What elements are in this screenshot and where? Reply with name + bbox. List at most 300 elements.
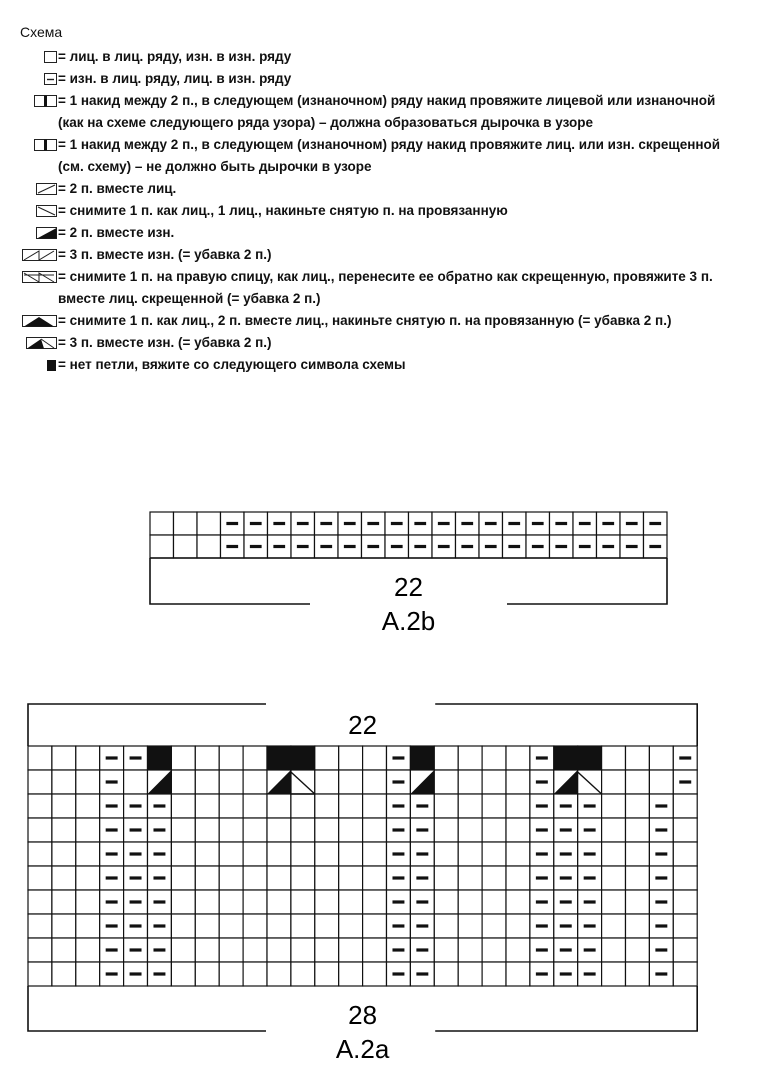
stitch-cell [363,770,387,794]
stitch-cell [363,842,387,866]
purl-mark [130,876,142,879]
no-stitch-symbol-icon [14,354,58,372]
stitch-cell [482,842,506,866]
chart-b-repeat-label: 22 [394,572,423,602]
stitch-cell [267,794,291,818]
stitch-cell [673,962,697,986]
purl-mark [392,924,404,927]
stitch-cell [434,746,458,770]
stitch-cell [219,938,243,962]
purl-mark [392,780,404,783]
purl-mark [536,876,548,879]
purl-mark [560,900,572,903]
stitch-cell [28,818,52,842]
stitch-cell [171,746,195,770]
legend-item [14,68,744,90]
stitch-cell [339,962,363,986]
stitch-cell [673,890,697,914]
stitch-cell [150,512,174,535]
stitch-cell [195,746,219,770]
stitch-cell [458,866,482,890]
purl-mark [416,852,428,855]
stitch-cell [339,770,363,794]
stitch-cell [291,818,315,842]
stitch-cell [363,914,387,938]
stitch-cell [52,866,76,890]
purl-mark [579,522,591,525]
purl-mark [130,804,142,807]
purl-mark [106,804,118,807]
purl-mark [461,545,473,548]
stitch-cell [458,938,482,962]
no-stitch-mark [554,746,602,770]
stitch-cell [506,890,530,914]
legend-item [14,90,744,134]
stitch-cell [626,914,650,938]
purl-mark [416,972,428,975]
chart-a-bottom-label: 28 [348,1000,378,1030]
purl-mark [392,828,404,831]
stitch-cell [267,962,291,986]
stitch-cell [267,818,291,842]
purl-mark [130,852,142,855]
stitch-cell [52,842,76,866]
stitch-cell [506,746,530,770]
legend-item [14,200,744,222]
stitch-cell [506,818,530,842]
stitch-cell [291,962,315,986]
stitch-cell [673,794,697,818]
purl-mark [679,780,691,783]
stitch-cell [506,770,530,794]
legend-item [14,46,744,68]
stitch-cell [434,842,458,866]
purl-mark [297,545,309,548]
stitch-cell [195,842,219,866]
purl-mark [153,900,165,903]
stitch-cell [219,770,243,794]
purl-mark [106,876,118,879]
stitch-cell [76,866,100,890]
stitch-cell [52,794,76,818]
stitch-cell [243,794,267,818]
stitch-cell [506,866,530,890]
legend-text: = 3 п. вместе изн. (= убавка 2 п.) [58,335,272,350]
stitch-cell [76,770,100,794]
sk2po-symbol-icon [14,310,58,328]
stitch-cell [267,842,291,866]
stitch-cell [626,890,650,914]
stitch-cell [649,770,673,794]
stitch-cell [506,962,530,986]
purl-mark [560,876,572,879]
stitch-cell [52,746,76,770]
stitch-cell [315,914,339,938]
purl-mark [391,545,403,548]
stitch-cell [482,866,506,890]
stitch-cell [602,866,626,890]
purl-mark [579,545,591,548]
stitch-cell [150,535,174,558]
stitch-cell [315,746,339,770]
purl-mark [344,545,356,548]
stitch-cell [434,890,458,914]
no-stitch-mark [267,746,315,770]
stitch-cell [171,818,195,842]
stitch-cell [28,914,52,938]
purl-mark [536,828,548,831]
stitch-cell [339,914,363,938]
stitch-cell [626,962,650,986]
stitch-cell [482,914,506,938]
purl-mark [392,852,404,855]
stitch-cell [197,512,221,535]
stitch-cell [506,794,530,818]
stitch-cell [363,866,387,890]
stitch-cell [28,794,52,818]
stitch-cell [291,938,315,962]
purl-mark [655,972,667,975]
skpo-symbol-icon [14,200,58,218]
stitch-cell [291,914,315,938]
purl-mark [438,522,450,525]
legend-item [14,244,744,266]
stitch-cell [673,842,697,866]
purl-mark [106,756,118,759]
stitch-cell [673,938,697,962]
stitch-cell [602,746,626,770]
stitch-cell [76,794,100,818]
stitch-cell [52,818,76,842]
stitch-cell [28,770,52,794]
stitch-cell [219,842,243,866]
p3tog-symbol-icon [14,244,58,262]
stitch-cell [291,842,315,866]
purl-mark [250,522,262,525]
stitch-cell [602,914,626,938]
purl-mark [508,545,520,548]
purl-mark [438,545,450,548]
stitch-cell [482,770,506,794]
stitch-cell [243,962,267,986]
stitch-cell [673,866,697,890]
stitch-cell [482,818,506,842]
no-stitch-mark [410,746,434,770]
stitch-cell [243,914,267,938]
stitch-cell [458,890,482,914]
stitch-cell [195,794,219,818]
purl-mark [485,522,497,525]
purl-mark [392,756,404,759]
chart-a2b [0,500,760,640]
p3tog-2-symbol-icon [14,332,58,350]
stitch-cell [434,794,458,818]
chart-a-top-label: 22 [348,710,378,740]
stitch-cell [76,818,100,842]
purl-mark [560,924,572,927]
purl-mark [555,545,567,548]
stitch-cell [76,938,100,962]
stitch-cell [363,890,387,914]
purl-mark [655,828,667,831]
stitch-cell [195,962,219,986]
k3tog-tbl-symbol-icon [14,266,58,284]
legend-item [14,266,744,310]
purl-mark [584,852,596,855]
legend-item [14,354,744,376]
purl-mark [153,972,165,975]
legend-item [14,178,744,200]
purl-mark [649,522,661,525]
stitch-cell [506,914,530,938]
purl-mark [416,900,428,903]
stitch-cell [363,938,387,962]
stitch-cell [291,890,315,914]
yarn-over-twisted-symbol-icon [14,134,58,152]
stitch-cell [339,866,363,890]
stitch-cell [174,535,198,558]
stitch-cell [434,866,458,890]
purl-mark [536,948,548,951]
purl-mark [130,972,142,975]
stitch-cell [28,938,52,962]
stitch-cell [195,938,219,962]
purl-mark [414,522,426,525]
stitch-cell [171,866,195,890]
stitch-cell [291,794,315,818]
purl-mark [584,972,596,975]
stitch-cell [52,770,76,794]
purl-mark [320,522,332,525]
purl-mark [536,756,548,759]
stitch-cell [267,866,291,890]
purl-mark [392,948,404,951]
stitch-cell [124,770,148,794]
purl-mark [416,828,428,831]
chart-a2a [0,680,760,1080]
stitch-cell [434,962,458,986]
stitch-cell [363,962,387,986]
stitch-cell [76,914,100,938]
stitch-cell [626,770,650,794]
legend-text: = 1 накид между 2 п., в следующем (изнаночном) ряду накид провяжите лицевой или изнаночной (как на схеме следующего ряда узора) – должна образоваться дырочка в узоре [58,93,716,130]
purl-mark [106,972,118,975]
purl-mark [508,522,520,525]
stitch-cell [458,794,482,818]
k2tog-symbol-icon [14,178,58,196]
purl-mark [130,756,142,759]
stitch-cell [458,962,482,986]
stitch-cell [243,770,267,794]
stitch-cell [363,794,387,818]
purl-mark [536,972,548,975]
purl-mark [153,804,165,807]
purl-mark [536,804,548,807]
chart-b-name: A.2b [381,606,436,636]
p2tog-symbol-icon [14,222,58,240]
legend-item [14,310,744,332]
purl-mark [106,924,118,927]
purl-mark [555,522,567,525]
stitch-cell [76,746,100,770]
legend-text: = 2 п. вместе изн. [58,225,175,240]
stitch-cell [243,746,267,770]
legend-text: = 1 накид между 2 п., в следующем (изнаночном) ряду накид провяжите лиц. или изн. скрещенной (см. схему) – не должно быть дырочки в узоре [58,137,721,174]
stitch-cell [171,842,195,866]
stitch-cell [219,914,243,938]
stitch-cell [315,842,339,866]
purl-mark [536,780,548,783]
purl-mark [367,522,379,525]
purl-mark [130,948,142,951]
purl-mark [655,900,667,903]
purl-mark [679,756,691,759]
purl-mark [584,876,596,879]
purl-mark [153,828,165,831]
purl-mark [106,828,118,831]
stitch-cell [195,866,219,890]
stitch-cell [219,818,243,842]
stitch-cell [219,746,243,770]
purl-mark [560,828,572,831]
stitch-cell [482,794,506,818]
stitch-cell [626,866,650,890]
purl-mark [297,522,309,525]
stitch-cell [52,890,76,914]
stitch-cell [458,818,482,842]
stitch-cell [626,746,650,770]
legend-text: = снимите 1 п. на правую спицу, как лиц., перенесите ее обратно как скрещенную, провяжите 3 п. вместе лиц. скрещенной (= убавка 2 п.) [58,269,713,306]
purl-mark [626,522,638,525]
stitch-cell [267,914,291,938]
stitch-cell [267,890,291,914]
stitch-cell [52,962,76,986]
purl-mark [226,522,238,525]
stitch-cell [626,818,650,842]
stitch-cell [482,746,506,770]
purl-mark [655,948,667,951]
purl-mark [655,852,667,855]
stitch-cell [171,914,195,938]
stitch-cell [482,938,506,962]
purl-mark [416,804,428,807]
stitch-cell [243,890,267,914]
purl-mark [414,545,426,548]
purl-mark [153,852,165,855]
purl-mark [485,545,497,548]
purl-mark [655,924,667,927]
purl-symbol-icon [14,68,58,86]
purl-mark [273,545,285,548]
stitch-cell [602,842,626,866]
purl-mark [106,948,118,951]
legend-text: = изн. в лиц. ряду, лиц. в изн. ряду [58,71,292,86]
stitch-cell [339,842,363,866]
stitch-cell [434,938,458,962]
purl-mark [392,876,404,879]
legend [14,46,744,376]
purl-mark [106,900,118,903]
purl-mark [602,545,614,548]
purl-mark [153,924,165,927]
purl-mark [536,852,548,855]
knit-symbol-icon [14,46,58,64]
stitch-cell [339,938,363,962]
stitch-cell [339,890,363,914]
purl-mark [392,900,404,903]
stitch-cell [243,818,267,842]
purl-mark [560,852,572,855]
stitch-cell [195,914,219,938]
stitch-cell [219,794,243,818]
stitch-cell [28,866,52,890]
purl-mark [584,900,596,903]
purl-mark [320,545,332,548]
chart-a-name: A.2a [335,1034,390,1064]
purl-mark [416,876,428,879]
stitch-cell [243,938,267,962]
purl-mark [153,876,165,879]
stitch-cell [197,535,221,558]
purl-mark [532,545,544,548]
legend-text: = снимите 1 п. как лиц., 1 лиц., накиньте снятую п. на провязанную [58,203,508,218]
stitch-cell [28,890,52,914]
yarn-over-hole-symbol-icon [14,90,58,108]
purl-mark [602,522,614,525]
purl-mark [344,522,356,525]
purl-mark [461,522,473,525]
legend-item [14,222,744,244]
stitch-cell [626,938,650,962]
legend-text: = 2 п. вместе лиц. [58,181,177,196]
stitch-cell [458,914,482,938]
stitch-cell [243,842,267,866]
purl-mark [584,804,596,807]
purl-mark [106,780,118,783]
stitch-cell [626,794,650,818]
stitch-cell [602,962,626,986]
stitch-cell [458,842,482,866]
purl-mark [392,972,404,975]
stitch-cell [315,938,339,962]
purl-mark [584,828,596,831]
stitch-cell [315,770,339,794]
purl-mark [655,876,667,879]
purl-mark [130,828,142,831]
stitch-cell [602,794,626,818]
stitch-cell [673,914,697,938]
purl-mark [106,852,118,855]
stitch-cell [315,818,339,842]
legend-item [14,134,744,178]
purl-mark [536,900,548,903]
stitch-cell [76,962,100,986]
purl-mark [391,522,403,525]
schema-title: Схема [20,24,63,40]
stitch-cell [506,842,530,866]
purl-mark [416,948,428,951]
stitch-cell [602,890,626,914]
purl-mark [416,924,428,927]
purl-mark [532,522,544,525]
stitch-cell [434,770,458,794]
purl-mark [584,924,596,927]
stitch-cell [315,866,339,890]
legend-text: = нет петли, вяжите со следующего символа схемы [58,357,406,372]
purl-mark [655,804,667,807]
stitch-cell [195,890,219,914]
stitch-cell [339,746,363,770]
